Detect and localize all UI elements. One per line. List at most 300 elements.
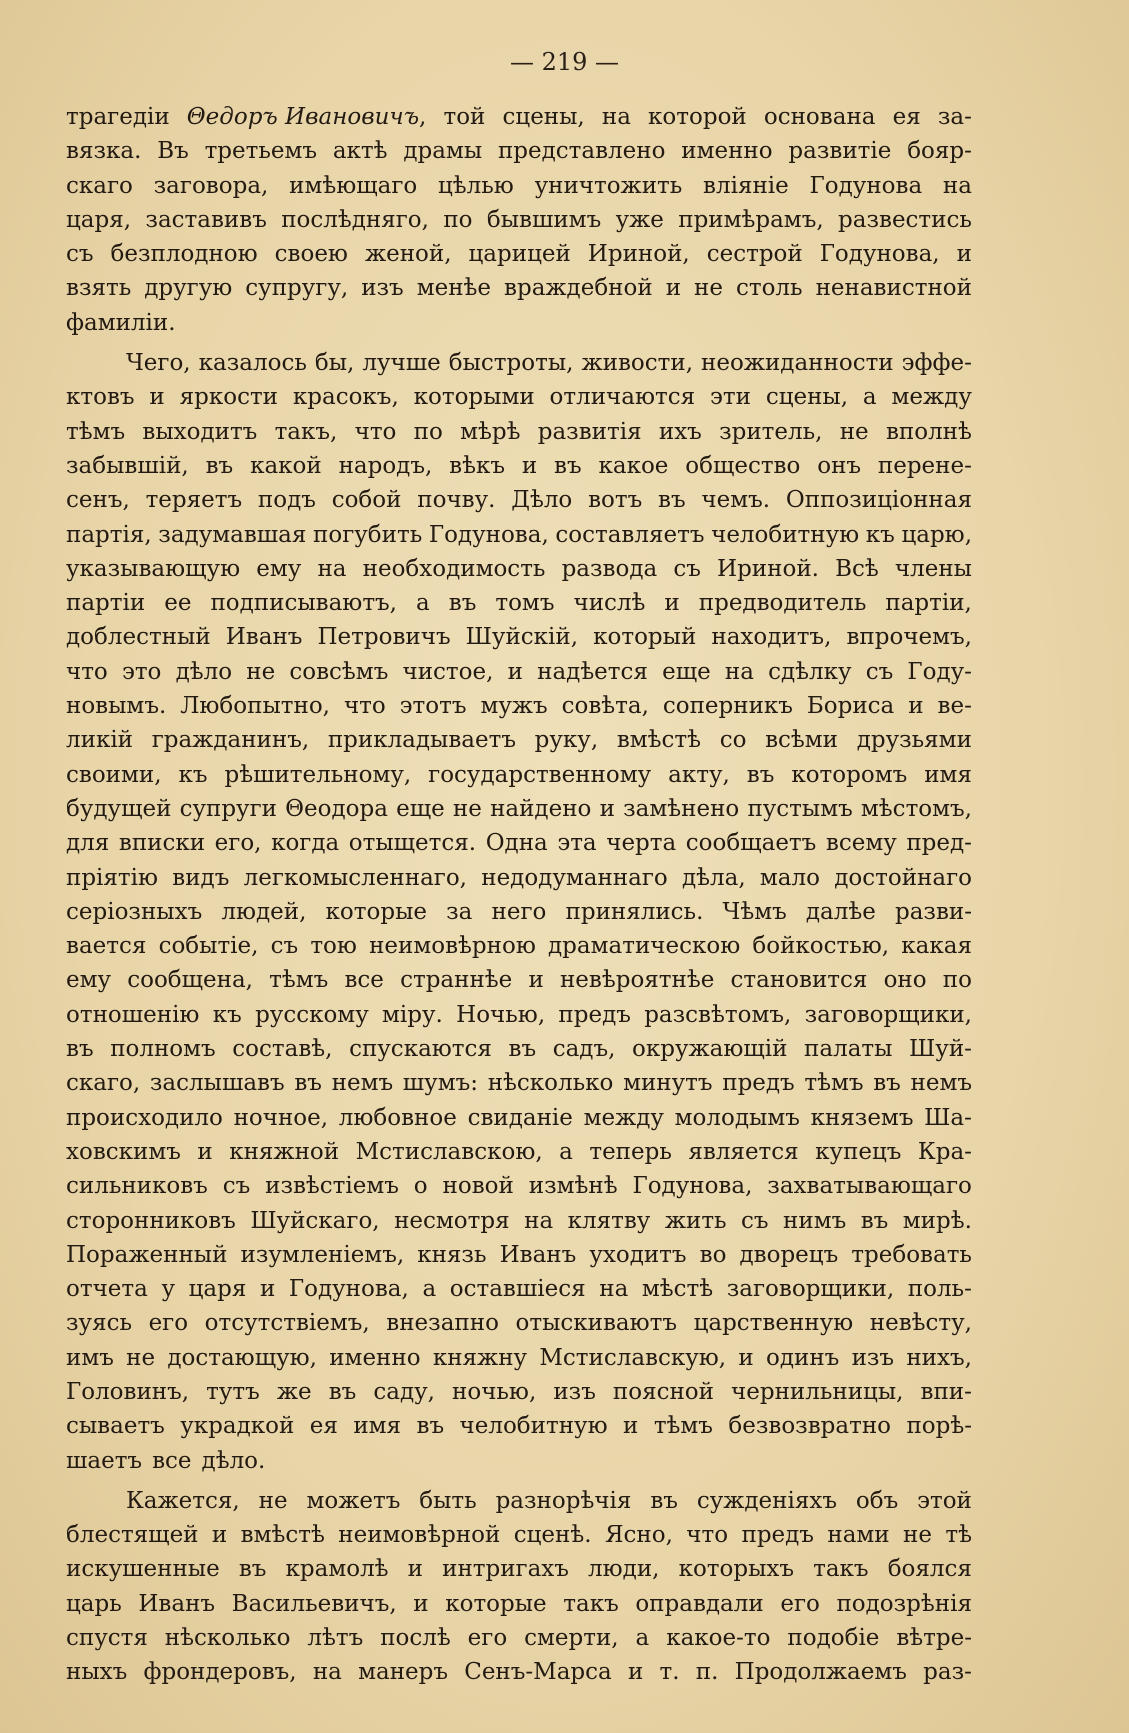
text-line [66, 1409, 972, 1443]
word: сообщаетъ [685, 830, 817, 857]
word: которые [325, 898, 427, 925]
word: что [686, 1522, 729, 1549]
word: недодуманнаго [481, 864, 668, 891]
word: не [258, 1487, 288, 1514]
word: государственному [428, 761, 652, 788]
word: манеръ [358, 1659, 448, 1686]
word: царю, [901, 521, 972, 548]
word: Бориса [806, 693, 895, 720]
word: и [259, 1276, 276, 1303]
word: нѣсколько [164, 1625, 291, 1652]
word: по [942, 967, 972, 994]
word: Ириной, [587, 241, 690, 268]
word: вается [66, 933, 147, 960]
text-line [66, 1066, 972, 1100]
word: не [903, 1522, 932, 1549]
word: мѣстомъ, [860, 795, 972, 822]
word: ктовъ [66, 384, 135, 411]
word: именно [329, 1344, 421, 1371]
word: какой [250, 452, 322, 479]
text-line [66, 1032, 972, 1066]
word: Ириной. [717, 555, 819, 582]
word: ночью, [452, 1378, 537, 1405]
word: казалось [198, 350, 307, 377]
word: и [407, 1556, 423, 1583]
text-line [66, 203, 972, 237]
word: а [635, 1625, 650, 1652]
word: взять [66, 275, 132, 302]
word: по [443, 206, 473, 233]
word: а [559, 1138, 573, 1165]
text-line [66, 100, 972, 134]
word: саду, [373, 1378, 435, 1405]
word: партіи [66, 590, 146, 617]
word: во [699, 1241, 727, 1268]
word: еще [396, 795, 445, 822]
word: несмотря [394, 1207, 510, 1234]
word: вотъ [588, 487, 643, 514]
word: невѣроятнѣе [559, 967, 715, 994]
text-line [66, 1587, 972, 1621]
word: въ [746, 761, 775, 788]
word: эффе- [901, 350, 972, 377]
word: сываетъ [66, 1413, 165, 1440]
word: шаетъ [66, 1447, 143, 1474]
text-line [66, 552, 972, 586]
word: сообщена, [127, 967, 253, 994]
word: мѣрѣ [460, 418, 521, 445]
word: мужъ [480, 693, 548, 720]
word: сторонниковъ [66, 1207, 236, 1234]
word: женой, [364, 241, 452, 268]
word: Продолжаемъ [734, 1659, 907, 1686]
word: ихъ [658, 418, 702, 445]
word: забывшій, [66, 452, 189, 479]
word: къ [212, 1001, 242, 1028]
word: Въ [157, 138, 189, 165]
word: на [599, 1276, 629, 1303]
word: видъ [172, 864, 230, 891]
word: нѣсколько [487, 1070, 614, 1097]
word: можетъ [306, 1487, 401, 1514]
word: поясной [612, 1378, 714, 1405]
word: разнорѣчія [495, 1487, 632, 1514]
word: между [891, 384, 972, 411]
text-line [66, 1655, 972, 1689]
text-line [66, 449, 972, 483]
word: требовать [851, 1241, 972, 1268]
word: не [126, 1344, 156, 1371]
word: князь [417, 1241, 487, 1268]
word: трагедіи [66, 104, 170, 130]
word: царя, [66, 206, 132, 233]
word: дѣла, [682, 864, 746, 891]
word: и [413, 1590, 429, 1617]
word: полномъ [110, 1036, 216, 1063]
text-line [66, 895, 972, 929]
word: Θедоръ Ивановичъ, [186, 104, 427, 130]
word: въ [650, 1487, 678, 1514]
word: задумавшая [158, 521, 307, 548]
word: ея [892, 104, 921, 130]
word: и [528, 967, 544, 994]
word: что [343, 693, 386, 720]
word: и [149, 384, 165, 411]
word: княжной [229, 1138, 340, 1165]
word: чистое, [402, 658, 494, 685]
word: нами [827, 1522, 890, 1549]
word: захватывающаго [767, 1173, 972, 1200]
word: одинъ [765, 1344, 840, 1371]
word: супруги [179, 795, 277, 822]
word: ховскимъ [66, 1138, 181, 1165]
word: которыхъ [678, 1556, 795, 1583]
word: заставивъ [145, 206, 267, 233]
word: почву. [417, 487, 496, 514]
word: въ [448, 590, 477, 617]
word: лучше [362, 350, 441, 377]
word: который [593, 624, 697, 651]
word: достойнаго [834, 864, 972, 891]
word: міру. [382, 1001, 443, 1028]
word: Шуй- [909, 1036, 972, 1063]
word: эта [557, 830, 597, 857]
word: подозрѣнія [836, 1590, 972, 1617]
word: Годунова, [288, 1276, 409, 1303]
word: тутъ [206, 1378, 260, 1405]
word: Годунова, [819, 241, 940, 268]
word: драмы [403, 138, 483, 165]
word: и [599, 795, 615, 822]
word: Сенъ-Марса [464, 1659, 612, 1686]
word: эти [710, 384, 751, 411]
word: совсѣмъ [289, 658, 389, 685]
word: черта [606, 830, 677, 857]
word: крамолѣ [285, 1556, 389, 1583]
word: вѣтре- [896, 1625, 972, 1652]
word: бы, [314, 350, 355, 377]
word: Пораженный [66, 1241, 228, 1268]
word: у [161, 1276, 175, 1303]
word: не [839, 418, 869, 445]
word: о [413, 1173, 428, 1200]
word: ему [66, 967, 112, 994]
word: извѣстіемъ [265, 1173, 399, 1200]
word: Θеодора [285, 795, 388, 822]
word: послѣдняго, [281, 206, 429, 233]
word: подобіе [787, 1625, 880, 1652]
word: на [601, 104, 631, 130]
word: челобитную [711, 521, 860, 548]
word: въ [328, 1378, 357, 1405]
word: актѣ [332, 138, 388, 165]
word: изумленіемъ, [240, 1241, 405, 1268]
word: его, [214, 830, 262, 857]
text-line [66, 169, 972, 203]
text-line [66, 1341, 972, 1375]
word: враждебной [504, 275, 653, 302]
word: Иванъ [499, 1241, 577, 1268]
text-line [66, 1518, 972, 1552]
word: Ша- [924, 1104, 972, 1131]
word: тѣмъ [269, 967, 329, 994]
text-line [66, 306, 972, 340]
word: дѣло [175, 658, 233, 685]
word: шумъ: [402, 1070, 478, 1097]
word: съ [865, 658, 894, 685]
word: окружающій [632, 1036, 788, 1063]
word: княжну [432, 1344, 528, 1371]
word: погубить [313, 521, 423, 548]
word: Оппозиціонная [785, 487, 972, 514]
word: Мстиславскою, [355, 1138, 543, 1165]
word: какая [901, 933, 972, 960]
word: происходило [66, 1104, 223, 1131]
word: фамиліи. [66, 309, 176, 336]
word: не [694, 275, 723, 302]
word: немъ [910, 1070, 972, 1097]
word: спускаются [349, 1036, 492, 1063]
word: для [66, 830, 110, 857]
word: клятву [567, 1207, 651, 1234]
word: ликій [66, 727, 134, 754]
word: отчета [66, 1276, 148, 1303]
word: сценѣ. [513, 1522, 592, 1549]
word: имя [924, 761, 972, 788]
word: по [413, 418, 443, 445]
word: къ [178, 761, 208, 788]
word: Шуйскій, [465, 624, 579, 651]
text-line [66, 1552, 972, 1586]
word: красокъ, [292, 384, 399, 411]
word: и [197, 1138, 213, 1165]
word: боялся [887, 1556, 972, 1583]
word: принялись. [565, 898, 704, 925]
word: яркости [179, 384, 279, 411]
word: событіе, [158, 933, 259, 960]
word: своею [274, 241, 348, 268]
word: пустымъ [747, 795, 853, 822]
word: быстроты, [448, 350, 574, 377]
word: украдкой [180, 1413, 295, 1440]
word: и [507, 658, 523, 685]
word: ныхъ [66, 1659, 128, 1686]
word: въ [508, 1036, 537, 1063]
word: него [491, 898, 547, 925]
word: и [956, 241, 972, 268]
word: оправдали [635, 1590, 764, 1617]
word: теперь [589, 1138, 672, 1165]
word: Кра- [917, 1138, 972, 1165]
word: скаго [66, 172, 133, 199]
word: и [908, 693, 924, 720]
word: разви- [894, 898, 972, 925]
text-line [66, 689, 972, 723]
word: сцены, [502, 104, 585, 130]
word: тѣ [945, 1522, 972, 1549]
word: этотъ [399, 693, 467, 720]
word: дворецъ [739, 1241, 839, 1268]
word: его [780, 1590, 820, 1617]
word: и [623, 1413, 639, 1440]
word: послѣ [380, 1625, 451, 1652]
word: его [467, 1625, 508, 1652]
word: быть [419, 1487, 477, 1514]
word: т. [659, 1659, 680, 1686]
word: что [354, 418, 397, 445]
word: скаго, [66, 1070, 141, 1097]
word: новымъ. [66, 693, 167, 720]
word: вписки [118, 830, 206, 857]
word: будущей [66, 795, 172, 822]
word: въ [860, 1207, 889, 1234]
text-line [66, 655, 972, 689]
word: той [443, 104, 486, 130]
word: совѣта, [561, 693, 649, 720]
text-line [66, 1375, 972, 1409]
word: зритель, [719, 418, 823, 445]
word: отыскиваютъ [515, 1310, 678, 1337]
word: развестись [838, 206, 972, 233]
word: выходитъ [142, 418, 258, 445]
word: порѣ- [906, 1413, 972, 1440]
word: вліяніе [703, 172, 789, 199]
word: менѣе [416, 275, 492, 302]
text-line [66, 758, 972, 792]
text-line [66, 380, 972, 414]
word: со [719, 727, 747, 754]
word: уже [615, 206, 664, 233]
word: указывающую [66, 555, 241, 582]
word: заговора, [153, 172, 269, 199]
word: рѣшительному, [224, 761, 412, 788]
word: серіозныхъ [66, 898, 203, 925]
word: Иванъ [138, 1590, 216, 1617]
word: народъ, [338, 452, 433, 479]
word: которыми [413, 384, 535, 411]
word: свиданіе [467, 1104, 573, 1131]
word: основана [763, 104, 876, 130]
word: вполнѣ [885, 418, 972, 445]
word: люди, [588, 1556, 660, 1583]
word: ему [256, 555, 302, 582]
word: отыщется. [348, 830, 477, 857]
word: всѣми [765, 727, 839, 754]
word: съ [673, 555, 701, 582]
word: за- [937, 104, 972, 130]
text-line [66, 346, 972, 380]
word: Мстиславскую, [539, 1344, 727, 1371]
word: вѣкъ [449, 452, 505, 479]
word: что [66, 658, 108, 685]
word: сестрой [706, 241, 803, 268]
word: акту, [668, 761, 730, 788]
word: развода [561, 555, 658, 582]
word: живости, [581, 350, 693, 377]
word: а [422, 1276, 437, 1303]
word: числѣ [573, 590, 646, 617]
word: оно [883, 967, 927, 994]
word: составляетъ [555, 521, 705, 548]
word: достающую, [167, 1344, 317, 1371]
word: столь [735, 275, 803, 302]
word: съ [270, 933, 299, 960]
word: а [862, 384, 877, 411]
word: находитъ, [711, 624, 832, 651]
word: своими, [66, 761, 162, 788]
word: ея [309, 1413, 338, 1440]
word: именно [681, 138, 773, 165]
word: и [627, 1659, 644, 1686]
word: уничтожить [534, 172, 683, 199]
text-line [66, 1306, 972, 1340]
word: въ [416, 1413, 445, 1440]
word: минутъ [623, 1070, 713, 1097]
word: Шуйскаго, [250, 1207, 380, 1234]
word: Любопытно, [180, 693, 330, 720]
word: заговорщики, [804, 1001, 972, 1028]
word: не [452, 795, 482, 822]
word: разсвѣтомъ, [644, 1001, 792, 1028]
word: смерти, [524, 1625, 619, 1652]
word: страннѣе [400, 967, 513, 994]
word: мало [759, 864, 820, 891]
word: въ [238, 1556, 267, 1583]
word: всему [825, 830, 897, 857]
word: какое-то [666, 1625, 771, 1652]
word: ве- [937, 693, 972, 720]
word: русскому [255, 1001, 369, 1028]
word: въ [554, 452, 582, 479]
word: Чего, [126, 350, 191, 377]
word: палаты [804, 1036, 893, 1063]
word: съ [741, 1207, 769, 1234]
word: вязка. [66, 138, 142, 165]
word: имя [353, 1413, 402, 1440]
word: вмѣстѣ [240, 1522, 325, 1549]
word: когда [271, 830, 340, 857]
word: Дѣло [511, 487, 573, 514]
word: же [276, 1378, 312, 1405]
word: которые [445, 1590, 547, 1617]
word: садъ, [552, 1036, 616, 1063]
word: составѣ, [232, 1036, 333, 1063]
word: бывшимъ [486, 206, 602, 233]
word: въ [873, 1070, 901, 1097]
word: соперникъ [662, 693, 793, 720]
word: зуясь [66, 1310, 132, 1337]
word: на [724, 658, 754, 685]
word: впи- [920, 1378, 972, 1405]
word: Кажется, [126, 1487, 240, 1514]
word: мирѣ. [902, 1207, 972, 1234]
word: людей, [221, 898, 307, 925]
word: уходитъ [589, 1241, 687, 1268]
word: спустя [66, 1625, 148, 1652]
word: Петровичъ [317, 624, 451, 651]
word: вмѣстѣ [616, 727, 702, 754]
word: поль- [907, 1276, 972, 1303]
word: сцены, [765, 384, 849, 411]
word: общество [685, 452, 801, 479]
word: заслышавъ [149, 1070, 285, 1097]
word: впрочемъ, [846, 624, 972, 651]
word: нимъ [783, 1207, 847, 1234]
word: подписываютъ, [210, 590, 397, 617]
text-line [66, 861, 972, 895]
word: этой [917, 1487, 972, 1514]
word: бойкостью, [752, 933, 890, 960]
